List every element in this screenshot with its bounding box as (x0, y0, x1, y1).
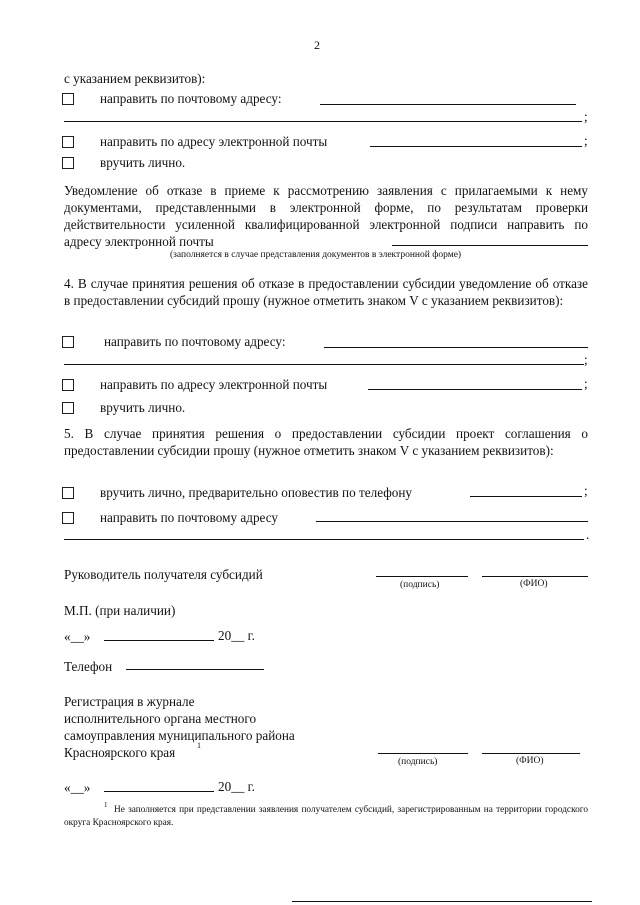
date-field[interactable] (104, 640, 214, 641)
paragraph-4: 4. В случае принятия решения об отказе в предоставлении субсидии уведомление об отказе в предоставлении субсидий прошу (нужное отметить знаком V с указанием реквизитов): (64, 276, 588, 308)
registration-name-field[interactable] (482, 753, 580, 754)
checkbox-personal-1[interactable] (62, 157, 74, 169)
option-email-1: направить по адресу электронной почты (100, 134, 328, 149)
intro-line: с указанием реквизитов): (64, 71, 206, 86)
option-email-2: направить по адресу электронной почты (100, 377, 328, 392)
checkbox-postal-1[interactable] (62, 93, 74, 105)
checkbox-email-2[interactable] (62, 379, 74, 391)
postal-address-field-1b[interactable] (64, 121, 582, 122)
notice-paragraph: Уведомление об отказе в приеме к рассмотрению заявления с прилагаемыми к нему документами, представленными в электронной форме, по результатам проверки действительности усиленной квалифицированной электронной подписи направить по адресу электронной почты (64, 183, 588, 249)
postal-address-field-1[interactable] (320, 104, 576, 105)
checkbox-postal-3[interactable] (62, 512, 74, 524)
semicolon: ; (584, 133, 588, 148)
notice-email-field[interactable] (392, 245, 588, 246)
paragraph-5: 5. В случае принятия решения о предоставлении субсидии проект соглашения о предоставлении субсидии прошу (нужное отметить знаком V с указанием реквизитов): (64, 426, 588, 458)
option-personal-2: вручить лично. (100, 400, 186, 415)
date-year: 20__ г. (218, 628, 255, 643)
registration-date-prefix: «__» (64, 780, 91, 795)
head-signature-field[interactable] (376, 576, 468, 577)
semicolon: ; (584, 483, 588, 498)
semicolon: ; (584, 109, 588, 124)
seal-label: М.П. (при наличии) (64, 603, 176, 618)
registration-line-1: Регистрация в журнале (64, 694, 195, 709)
postal-address-field-2b[interactable] (64, 364, 584, 365)
checkbox-email-1[interactable] (62, 136, 74, 148)
sign-caption: (подпись) (400, 580, 440, 590)
checkbox-personal-2[interactable] (62, 402, 74, 414)
registration-name-caption: (ФИО) (516, 756, 544, 766)
semicolon: ; (584, 352, 588, 367)
email-field-1[interactable] (370, 146, 582, 147)
option-postal-2: направить по почтовому адресу: (104, 334, 286, 349)
registration-sign-caption: (подпись) (398, 757, 438, 767)
semicolon: ; (584, 376, 588, 391)
email-field-2[interactable] (368, 389, 582, 390)
name-caption: (ФИО) (520, 579, 548, 589)
phone-label: Телефон (64, 659, 113, 674)
footnote-mark: 1 (197, 741, 201, 750)
checkbox-postal-2[interactable] (62, 336, 74, 348)
postal-address-field-3b[interactable] (64, 539, 584, 540)
period: . (586, 527, 590, 542)
head-label: Руководитель получателя субсидий (64, 567, 263, 582)
option-personal-phone: вручить лично, предварительно оповестив по телефону (100, 485, 412, 500)
registration-date-year: 20__ г. (218, 779, 255, 794)
postal-address-field-3[interactable] (316, 521, 588, 522)
date-prefix: «__» (64, 629, 91, 644)
phone-field[interactable] (470, 496, 582, 497)
page-number: 2 (314, 38, 320, 52)
option-personal-1: вручить лично. (100, 155, 186, 170)
page-bottom-rule (292, 901, 592, 902)
footnote-text: Не заполняется при представлении заявления получателем субсидий, зарегистрированным на территории городского округа Красноярского края. (64, 805, 588, 828)
notice-note: (заполняется в случае представления документов в электронной форме) (170, 250, 462, 260)
head-name-field[interactable] (482, 576, 588, 577)
footnote-number: 1 (104, 801, 108, 809)
registration-line-4: Красноярского края (64, 745, 176, 760)
registration-line-3: самоуправления муниципального района (64, 728, 295, 743)
option-postal-1: направить по почтовому адресу: (100, 91, 282, 106)
postal-address-field-2[interactable] (324, 347, 588, 348)
phone-number-field[interactable] (126, 669, 264, 670)
registration-line-2: исполнительного органа местного (64, 711, 257, 726)
registration-date-field[interactable] (104, 791, 214, 792)
option-postal-3: направить по почтовому адресу (100, 510, 278, 525)
registration-signature-field[interactable] (378, 753, 468, 754)
checkbox-personal-phone[interactable] (62, 487, 74, 499)
